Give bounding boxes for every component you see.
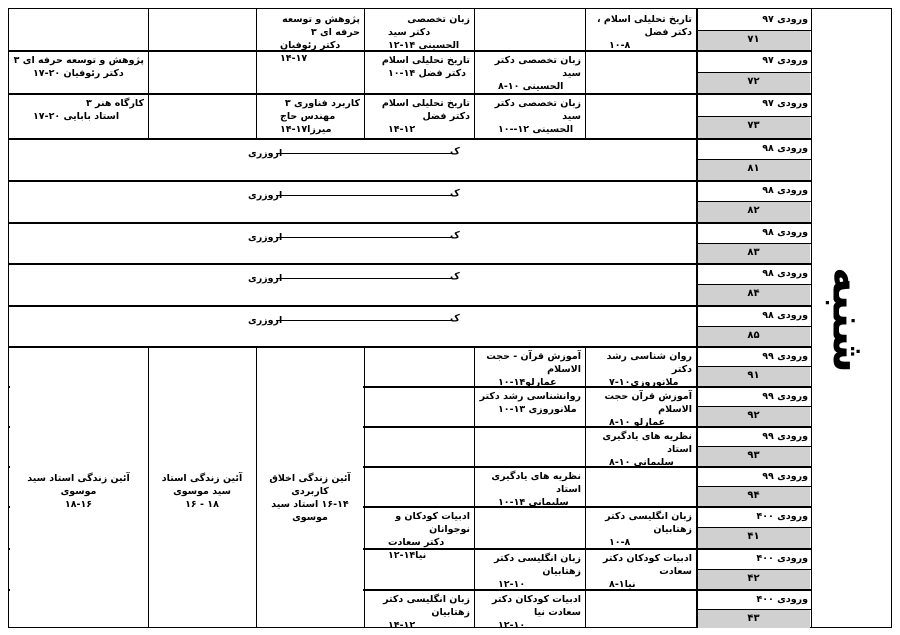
g98-right-label: ک [450, 188, 460, 199]
class-cell [478, 54, 581, 93]
entry-year-label: ورودی ۹۹ [762, 471, 808, 482]
entry-year-label: ورودی ۹۸ [762, 227, 808, 238]
class-cell [260, 97, 360, 136]
course-title: آموزش قرآن - حجت الاسلام [486, 351, 581, 375]
class-cell [368, 510, 470, 562]
course-title: تاریخ تحلیلی اسلام ، دکتر فضل [597, 14, 692, 38]
entry-year-label: ورودی ۹۸ [762, 310, 808, 321]
course-title: زبان انگلیسی دکتر زهتابیان [383, 594, 470, 618]
class-cell [589, 430, 692, 469]
g98-right-label: ک [450, 230, 460, 241]
course-time: استاد بابایی ۲۰-۱۷ [33, 111, 120, 122]
col-border [364, 9, 365, 138]
merged-cell-mask [10, 466, 363, 468]
time-span-line [276, 237, 451, 238]
course-title: ادبیات کودکان دکتر سعادت [602, 553, 692, 577]
class-cell [478, 552, 581, 591]
entry-year-label: ورودی ۴۰۰ [756, 553, 808, 564]
course-title: کارگاه هنر ۳ [85, 98, 144, 109]
course-time: ۱۸ - ۱۶ [185, 499, 219, 510]
group-number: ۸۱ [747, 163, 760, 174]
group-divider [696, 326, 811, 327]
merged-class-cell [260, 472, 360, 524]
entry-year-label: ورودی ۹۷ [762, 14, 808, 25]
class-cell [13, 54, 144, 80]
entry-year-label: ورودی ۹۸ [762, 268, 808, 279]
course-time: ملانوروزی ۱۳-۱۰ [498, 404, 577, 415]
course-time: سلیمانی ۱۰-۸ [609, 457, 674, 468]
course-title: زبان انگلیسی دکتر زهتابیان [494, 553, 581, 577]
course-title: نظریه های یادگیری استاد [491, 471, 581, 495]
group-divider [696, 72, 811, 73]
course-time: الحسینی ۱۰-۸ [498, 81, 564, 92]
course-title: پژوهش و توسعه حرفه ای ۳ [13, 55, 144, 66]
group-divider [696, 116, 811, 117]
merged-class-cell [152, 472, 252, 511]
merged-cell-mask [10, 589, 363, 591]
group-number: ۹۴ [747, 490, 760, 501]
col-border [585, 9, 586, 138]
course-title: آئین زندگی استاد سید موسوی [161, 473, 243, 497]
group-divider [696, 201, 811, 202]
group-number: ۷۳ [747, 120, 760, 131]
course-time: ۱۴-۱۲ [388, 124, 416, 135]
col-border-day [811, 9, 812, 628]
entry-year-label: ورودی ۹۹ [762, 351, 808, 362]
course-time: ۱۸-۱۶ [64, 499, 93, 510]
group-number: ۸۵ [747, 330, 760, 341]
col-border-entry [696, 9, 698, 628]
course-time: دکتر فضل ۱۴-۱۰ [388, 68, 467, 79]
class-cell [260, 13, 360, 65]
course-time: ۱۲-۱۰ [498, 620, 526, 631]
course-title: کاربرد فناوری ۳ [284, 98, 360, 109]
class-cell [368, 13, 470, 52]
group-divider [696, 527, 811, 528]
course-time: ۱۴-۱۲ [388, 620, 416, 631]
g98-right-label: ک [450, 146, 460, 157]
class-cell [589, 552, 692, 591]
class-cell [478, 97, 581, 136]
day-label: شنبه [822, 267, 874, 373]
course-title: آئین زندگی استاد سید موسوی [27, 473, 130, 497]
course-time: ۱۰-۸ [609, 537, 631, 548]
g98-right-label: ک [450, 313, 460, 324]
course-time: الحسینی ۱۲--۱۰ [498, 124, 574, 135]
course-title: زبان تخصصی [407, 14, 470, 25]
course-title: آئین زندگی اخلاق کاربردی [269, 473, 351, 497]
g98-left-label: اروزری [248, 190, 283, 201]
class-cell [478, 593, 581, 632]
course-title: ادبیات کودکان و نوجوانان [395, 511, 470, 535]
g98-right-label: ک [450, 271, 460, 282]
group-divider [696, 284, 811, 285]
course-title: زبان انگلیسی دکتر زهتابیان [605, 511, 692, 535]
g98-left-label: اروزری [248, 232, 283, 243]
group-divider [696, 406, 811, 407]
time-span-line [276, 278, 451, 279]
g98-left-label: اروزری [248, 315, 283, 326]
course-title: نظریه های یادگیری استاد [602, 431, 692, 455]
group-number: ۸۳ [747, 247, 760, 258]
course-title: روان شناسی رشد دکتر [606, 351, 692, 375]
entry-year-label: ورودی ۴۰۰ [756, 511, 808, 522]
time-span-line [276, 195, 451, 196]
group-divider [696, 243, 811, 244]
row-border [9, 180, 811, 182]
class-cell [368, 54, 470, 80]
group-number: ۷۱ [747, 34, 760, 45]
course-time: ملانوروزی۱۰-۷ [609, 377, 679, 388]
entry-year-label: ورودی ۹۹ [762, 391, 808, 402]
course-time: ۱۶-۱۴ استاد سید موسوی [271, 499, 349, 523]
course-title: زبان تخصصی دکتر سید [494, 55, 581, 79]
course-title: روانشناسی رشد دکتر [479, 391, 581, 402]
group-divider [696, 30, 811, 31]
course-title: ادبیات کودکان دکتر سعادت نیا [491, 594, 581, 618]
class-cell [478, 390, 581, 416]
g98-left-label: اروزری [248, 148, 283, 159]
entry-year-label: ورودی ۹۸ [762, 143, 808, 154]
group-number: ۹۳ [747, 450, 760, 461]
course-time: مهندس حاج میرزا۱۷-۱۴ [280, 111, 336, 135]
course-time: عمارلو۱۴-۱۰ [498, 377, 557, 388]
group-number: ۹۱ [747, 370, 760, 381]
course-title: زبان تخصصی دکتر سید [494, 98, 581, 122]
course-title: آموزش قرآن حجت الاسلام [604, 391, 692, 415]
group-number: ۴۱ [747, 531, 760, 542]
col-border [364, 346, 365, 628]
group-divider [696, 486, 811, 487]
group-divider [696, 366, 811, 367]
time-span-line [276, 320, 451, 321]
class-cell [368, 97, 470, 136]
course-time: نیا۱-۸ [609, 579, 636, 590]
row-border [9, 138, 811, 140]
course-time: عمارلو ۱۰-۸ [609, 417, 666, 428]
course-time: دکتر رئوفیان ۲۰-۱۷ [33, 68, 124, 79]
entry-year-label: ورودی ۹۹ [762, 431, 808, 442]
col-border [474, 9, 475, 138]
entry-year-label: ورودی ۹۷ [762, 55, 808, 66]
group-number: ۴۲ [747, 573, 760, 584]
group-divider [696, 446, 811, 447]
col-border [585, 346, 586, 628]
class-cell [589, 510, 692, 549]
entry-year-label: ورودی ۹۸ [762, 185, 808, 196]
merged-cell-mask [10, 386, 363, 388]
entry-year-label: ورودی ۹۷ [762, 98, 808, 109]
course-time: ۱۰-۸ [609, 40, 631, 51]
merged-class-cell [13, 472, 144, 511]
entry-year-label: ورودی ۴۰۰ [756, 594, 808, 605]
course-title: تاریخ تحلیلی اسلام دکتر فضل [381, 98, 470, 122]
col-border [474, 346, 475, 628]
col-border [148, 9, 149, 138]
class-cell [589, 13, 692, 52]
group-number: ۸۲ [747, 205, 760, 216]
row-border [9, 222, 811, 224]
course-title: تاریخ تحلیلی اسلام [381, 55, 470, 66]
group-number: ۸۴ [747, 288, 760, 299]
group-divider [696, 569, 811, 570]
course-time: دکتر سعادت نیا۱۴-۱۲ [388, 537, 445, 561]
group-divider [696, 609, 811, 610]
class-cell [13, 97, 144, 123]
row-border [9, 305, 811, 307]
class-cell [589, 390, 692, 429]
course-time: دکتر رئوفیان ۱۷-۱۴ [280, 40, 341, 64]
class-cell [478, 350, 581, 389]
g98-left-label: اروزری [248, 273, 283, 284]
time-span-line [276, 153, 451, 154]
row-border [9, 93, 811, 95]
group-number: ۴۳ [747, 613, 760, 624]
class-cell [478, 470, 581, 509]
class-cell [368, 593, 470, 632]
group-number: ۷۲ [747, 76, 760, 87]
row-border [9, 263, 811, 265]
col-border [256, 9, 257, 138]
course-title: پژوهش و توسعه حرفه ای ۳ [282, 14, 360, 38]
course-time: سلیمانی ۱۴-۱۰ [498, 497, 569, 508]
class-cell [589, 350, 692, 389]
row-border [9, 346, 811, 348]
merged-cell-mask [10, 426, 363, 428]
col-border [148, 346, 149, 628]
course-time: دکتر سید الحسینی ۱۴-۱۲ [388, 27, 460, 51]
merged-cell-mask [10, 548, 363, 550]
course-time: ۱۲-۱۰ [498, 579, 526, 590]
group-divider [696, 159, 811, 160]
col-border [256, 346, 257, 628]
group-number: ۹۲ [747, 410, 760, 421]
